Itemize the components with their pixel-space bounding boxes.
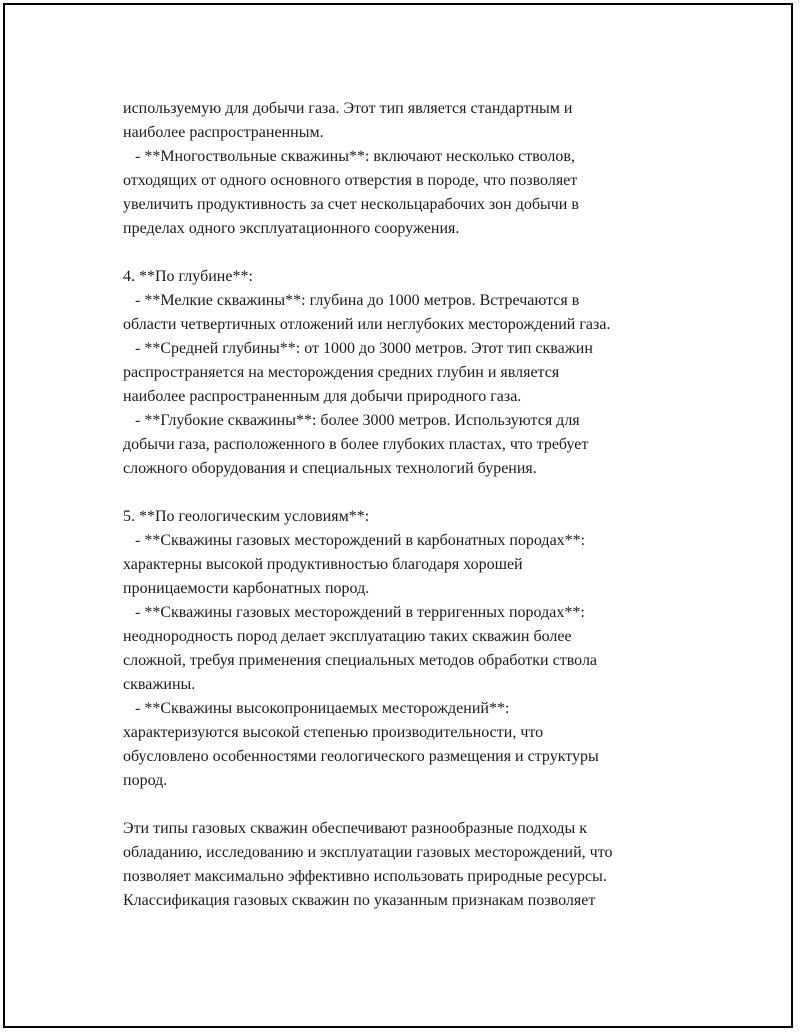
text-line: наиболее распространенным. [123, 124, 324, 141]
document-text [123, 97, 703, 913]
paragraph-gap [123, 793, 703, 817]
text-line: позволяет максимально эффективно использовать природные ресурсы. [123, 868, 607, 885]
text-line: 4. **По глубине**: [123, 268, 253, 285]
text-line: проницаемости карбонатных пород. [123, 580, 370, 597]
text-line: - **Многоствольные скважины**: включают несколько стволов, [123, 148, 575, 165]
text-line: скважины. [123, 676, 196, 693]
text-line: - **Глубокие скважины**: более 3000 метров. Используются для [123, 412, 580, 429]
paragraph [123, 505, 703, 793]
text-line: используемую для добычи газа. Этот тип является стандартным и [123, 100, 573, 117]
text-line: сложной, требуя применения специальных методов обработки ствола [123, 652, 598, 669]
text-line: обладанию, исследованию и эксплуатации газовых месторождений, что [123, 844, 613, 861]
paragraph-gap [123, 481, 703, 505]
paragraph [123, 97, 703, 241]
text-line: отходящих от одного основного отверстия в породе, что позволяет [123, 172, 578, 189]
text-line: пород. [123, 772, 168, 789]
text-line: неоднородность пород делает эксплуатацию таких скважин более [123, 628, 572, 645]
text-line: области четвертичных отложений или неглубоких месторождений газа. [123, 316, 611, 333]
text-line: наиболее распространенным для добычи природного газа. [123, 388, 522, 405]
text-line: пределах одного эксплуатационного сооружения. [123, 220, 460, 237]
paragraph-gap [123, 241, 703, 265]
text-line: Классификация газовых скважин по указанным признакам позволяет [123, 892, 596, 909]
text-line: - **Мелкие скважины**: глубина до 1000 метров. Встречаются в [123, 292, 580, 309]
text-line: Эти типы газовых скважин обеспечивают разнообразные подходы к [123, 820, 588, 837]
page-frame [3, 3, 793, 1028]
text-line: распространяется на месторождения средних глубин и является [123, 364, 560, 381]
text-line: обусловлено особенностями геологического размещения и структуры [123, 748, 599, 765]
text-line: - **Скважины газовых месторождений в терригенных породах**: [123, 604, 585, 621]
paragraph [123, 817, 703, 913]
text-line: характеризуются высокой степенью производительности, что [123, 724, 544, 741]
text-line: характерны высокой продуктивностью благодаря хорошей [123, 556, 523, 573]
text-line: - **Скважины высокопроницаемых месторождений**: [123, 700, 510, 717]
paragraph [123, 265, 703, 481]
text-line: - **Средней глубины**: от 1000 до 3000 метров. Этот тип скважин [123, 340, 593, 357]
text-line: добычи газа, расположенного в более глубоких пластах, что требует [123, 436, 589, 453]
text-line: 5. **По геологическим условиям**: [123, 508, 370, 525]
text-line: сложного оборудования и специальных технологий бурения. [123, 460, 537, 477]
text-line: - **Скважины газовых месторождений в карбонатных породах**: [123, 532, 586, 549]
text-line: увеличить продуктивность за счет нескольцарабочих зон добычи в [123, 196, 579, 213]
